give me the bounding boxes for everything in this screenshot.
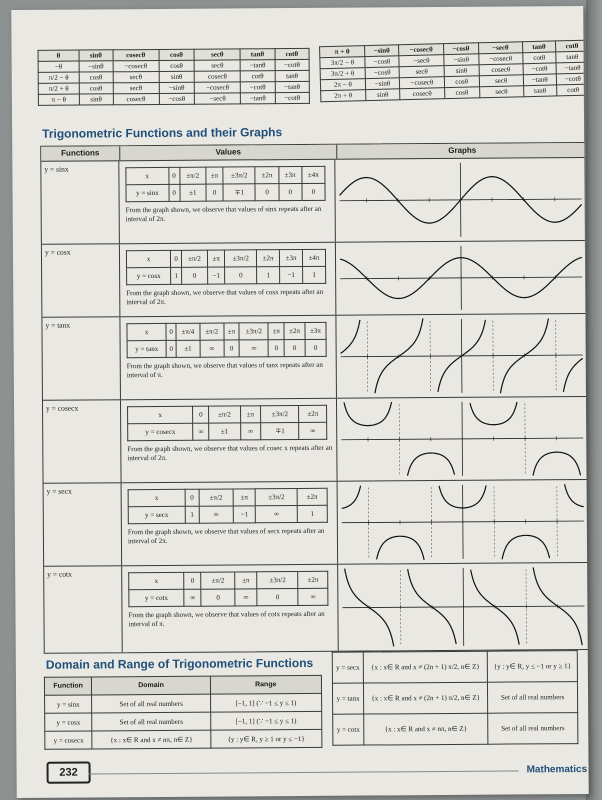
x-value-cell: ±3π — [280, 249, 303, 266]
y-row — [127, 339, 326, 357]
y-value-cell: ∞ — [184, 589, 201, 606]
x-row — [128, 405, 327, 423]
header-cell: Function — [44, 677, 92, 695]
x-value-cell: ±3π/2 — [225, 250, 257, 267]
table-cell: cosecθ — [479, 64, 523, 76]
table-cell: cotθ — [523, 52, 556, 64]
table-cell: secθ — [479, 86, 523, 98]
domain-range-table-left — [44, 675, 323, 750]
y-value-cell: 0 — [166, 340, 176, 357]
table-cell: −tanθ — [241, 93, 275, 104]
x-value-cell: ±2π — [297, 488, 327, 505]
table-cell: tanθ — [523, 85, 556, 97]
y-value-cell: ∞ — [256, 506, 298, 523]
values-table — [126, 322, 326, 358]
table-row — [45, 711, 322, 731]
page-number: 232 — [47, 761, 91, 783]
values-header: Values — [120, 145, 337, 161]
y-value-cell: 0 — [255, 184, 278, 201]
table-cell: {x : x∈ R and x ≠ (2n + 1) π/2, n∈ Z} — [363, 651, 487, 683]
y-value-cell: 0 — [268, 340, 284, 357]
table-cell: tanθ — [556, 51, 589, 63]
function-graph — [338, 563, 589, 651]
y-value-cell: ∞ — [240, 423, 261, 440]
table-cell: y = cotx — [333, 714, 364, 745]
x-value-cell: x — [128, 406, 193, 423]
function-label: y = tanx — [42, 317, 121, 400]
graph-row — [42, 241, 588, 318]
x-value-cell: ±π — [268, 323, 284, 340]
table-row — [45, 693, 322, 713]
x-value-cell: ±π/2 — [181, 250, 207, 267]
values-table — [128, 571, 328, 607]
y-value-cell: 0 — [201, 589, 235, 606]
x-value-cell: x — [128, 489, 185, 506]
y-value-cell: 1 — [303, 266, 326, 283]
y-value-cell: y = cosx — [127, 267, 171, 284]
table-cell: π/2 + θ — [38, 83, 79, 94]
y-value-cell: 0 — [225, 267, 257, 284]
values-table — [126, 249, 326, 285]
y-value-cell: 0 — [181, 267, 207, 284]
values-table — [127, 405, 327, 441]
x-value-cell: 0 — [184, 572, 201, 589]
table-cell: −tanθ — [275, 81, 310, 92]
table-cell: Set of all real numbers — [92, 694, 210, 713]
x-value-cell: 0 — [171, 250, 182, 267]
table-cell: Set of all real numbers — [488, 682, 578, 714]
y-row — [128, 505, 327, 523]
table-cell: secθ — [113, 82, 159, 93]
period-note: From the graph shown, we observe that values of tanx repeats after an interval of π. — [126, 360, 323, 379]
header-cell: −sinθ — [364, 45, 399, 57]
graph-row — [43, 397, 589, 484]
header-cell: cotθ — [275, 48, 310, 59]
function-graph — [336, 314, 587, 398]
x-value-cell: x — [126, 250, 170, 267]
function-label: y = cosx — [42, 244, 121, 317]
table-cell: {y : y∈ R, y ≥ 1 or y ≤ −1} — [210, 729, 321, 748]
x-value-cell: ±π — [206, 167, 223, 184]
table-cell: −cosecθ — [478, 53, 522, 65]
table-cell: [−1, 1] (∵ −1 ≤ y ≤ 1) — [210, 693, 321, 712]
graphs-section-title: Trigonometric Functions and their Graphs — [42, 125, 283, 141]
x-value-cell: ±2π — [298, 571, 328, 588]
x-value-cell: ±2π — [257, 250, 280, 267]
y-value-cell: 0 — [279, 183, 302, 200]
x-value-cell: 0 — [193, 406, 209, 423]
x-row — [127, 322, 326, 340]
table-cell: 2π − θ — [320, 79, 365, 91]
y-value-cell: y = cosecx — [128, 423, 193, 440]
table-cell: −cosθ — [365, 56, 400, 68]
table-cell: −cotθ — [523, 63, 556, 75]
y-value-cell: 1 — [257, 267, 280, 284]
header-cell: θ — [38, 50, 79, 61]
x-value-cell: ±π/4 — [176, 323, 200, 340]
y-value-cell: ∞ — [235, 589, 257, 606]
table-cell: secθ — [194, 60, 240, 71]
x-value-cell: ±2π — [255, 167, 278, 184]
x-value-cell: ±3π/2 — [223, 167, 255, 184]
x-value-cell: 0 — [169, 167, 180, 184]
table-cell: cosθ — [444, 76, 479, 88]
graphs-table — [40, 142, 589, 654]
x-value-cell: x — [129, 572, 184, 589]
table-cell: −cosecθ — [113, 60, 159, 71]
header-cell: sinθ — [79, 50, 113, 61]
function-label: y = secx — [44, 483, 123, 566]
table-cell: secθ — [479, 75, 523, 87]
y-value-cell: 0 — [257, 589, 298, 606]
y-value-cell: 0 — [302, 183, 325, 200]
textbook-page — [11, 6, 588, 798]
table-cell: sinθ — [444, 65, 479, 77]
y-value-cell: ∞ — [298, 588, 328, 605]
table-cell: −secθ — [195, 93, 241, 104]
header-cell: cosecθ — [113, 49, 159, 60]
y-value-cell: ±1 — [209, 423, 240, 440]
y-value-cell: −1 — [233, 506, 256, 523]
y-value-cell: 1 — [171, 267, 182, 284]
graph-cell — [335, 158, 588, 242]
function-graph — [337, 397, 588, 481]
x-value-cell: ±π/2 — [199, 489, 233, 506]
header-cell: −cosecθ — [399, 44, 444, 56]
table-cell: 3π/2 − θ — [320, 57, 365, 69]
values-table — [128, 488, 328, 524]
header-cell: −secθ — [478, 42, 522, 54]
y-value-cell: y = tanx — [127, 340, 166, 357]
table-cell: [−1, 1] (∵ −1 ≤ y ≤ 1) — [210, 711, 321, 730]
x-value-cell: ±2π — [284, 322, 305, 339]
values-cell — [120, 316, 337, 400]
graph-row — [42, 314, 588, 401]
header-cell: Range — [210, 675, 321, 694]
x-value-cell: ±3π/2 — [257, 572, 298, 589]
y-row — [127, 266, 326, 284]
y-value-cell: ∓1 — [261, 423, 299, 440]
x-value-cell: ±3π — [305, 322, 326, 339]
graph-row — [41, 158, 588, 245]
y-row — [129, 588, 328, 606]
y-value-cell: −1 — [280, 266, 303, 283]
table-cell: cosθ — [79, 72, 113, 83]
x-value-cell: ±π — [224, 323, 240, 340]
x-value-cell: 0 — [166, 323, 176, 340]
domain-range-table-right — [332, 650, 579, 746]
x-value-cell: x — [127, 323, 166, 340]
header-cell: π + θ — [320, 46, 365, 58]
function-graph — [335, 158, 586, 242]
y-value-cell: ∓1 — [223, 184, 255, 201]
header-cell: −cosθ — [443, 43, 478, 55]
table-cell: y = tanx — [332, 683, 363, 714]
y-row — [126, 183, 325, 201]
table-row — [38, 92, 309, 105]
header-cell: secθ — [194, 49, 240, 60]
period-note: From the graph shown, we observe that values of cosx repeats after an interval of 2π. — [126, 287, 324, 306]
y-row — [128, 422, 327, 440]
y-value-cell: 0 — [206, 184, 223, 201]
y-value-cell: y = secx — [128, 506, 185, 523]
x-value-cell: x — [126, 167, 169, 184]
table-cell: y = cosecx — [45, 731, 93, 749]
graph-cell — [336, 314, 588, 398]
table-cell: −secθ — [399, 55, 444, 67]
graph-row — [44, 480, 589, 567]
graph-cell — [336, 241, 588, 315]
table-cell: tanθ — [275, 70, 310, 81]
table-cell: 2π + θ — [321, 90, 366, 102]
y-value-cell: y = sinx — [126, 184, 169, 201]
table-header-row — [44, 675, 321, 695]
x-row — [129, 571, 328, 589]
x-row — [126, 166, 325, 184]
table-row — [332, 651, 577, 684]
values-cell — [121, 399, 338, 483]
subject-label: Mathematics — [526, 764, 588, 776]
x-row — [126, 249, 325, 267]
table-cell: cotθ — [240, 71, 274, 82]
table-cell: π/2 − θ — [38, 72, 79, 83]
y-value-cell: ±1 — [176, 340, 200, 357]
y-value-cell: ±1 — [180, 184, 207, 201]
table-cell: Set of all real numbers — [92, 712, 210, 731]
header-cell: Domain — [92, 676, 210, 695]
x-value-cell: ±2π — [299, 405, 327, 422]
table-cell: −θ — [38, 61, 79, 72]
table-row — [332, 682, 577, 715]
values-cell — [122, 482, 339, 566]
x-value-cell: 0 — [185, 489, 199, 506]
period-note: From the graph shown, we observe that values of cotx repeats after an interval of π. — [128, 609, 325, 628]
table-cell: cosθ — [79, 83, 113, 94]
x-value-cell: ±π/2 — [209, 406, 240, 423]
table-cell: 3π/2 + θ — [320, 68, 365, 80]
function-label: y = cotx — [44, 566, 123, 653]
x-row — [128, 488, 327, 506]
table-cell: {x : x∈ R and x ≠ nπ, n∈ Z} — [92, 730, 210, 749]
x-value-cell: ±4π — [302, 249, 325, 266]
function-graph — [338, 480, 589, 564]
y-value-cell: 0 — [169, 184, 180, 201]
table-cell: −sinθ — [159, 82, 195, 93]
period-note: From the graph shown, we observe that values of secx repeats after an interval of 2π. — [127, 526, 325, 545]
table-cell: cosecθ — [400, 88, 445, 100]
y-value-cell: ∞ — [239, 340, 268, 357]
identity-table-right — [319, 40, 589, 103]
table-cell: −tanθ — [240, 60, 274, 71]
identity-table-left — [38, 48, 310, 106]
x-value-cell: ±π/2 — [200, 323, 224, 340]
domain-section-title: Domain and Range of Trigonometric Functions — [45, 655, 314, 672]
table-cell: y = cosx — [45, 713, 93, 731]
x-value-cell: ±π — [207, 250, 224, 267]
table-cell: π − θ — [38, 94, 79, 105]
footer-rule — [89, 770, 519, 774]
graph-cell — [338, 563, 589, 651]
function-label: y = cosecx — [43, 400, 122, 483]
header-cell: tanθ — [240, 49, 274, 60]
header-cell: tanθ — [522, 41, 555, 53]
table-cell: cotθ — [556, 84, 588, 96]
table-cell: y = secx — [332, 652, 363, 683]
table-cell: cosecθ — [194, 71, 240, 82]
y-value-cell: ∞ — [299, 422, 327, 439]
y-value-cell: y = cotx — [129, 589, 184, 606]
table-cell: {x : x∈ R and x ≠ nπ, n∈ Z} — [364, 713, 488, 745]
graph-cell — [337, 397, 589, 481]
x-value-cell: ±3π/2 — [256, 489, 298, 506]
table-cell: sinθ — [159, 71, 195, 82]
header-cell: cotθ — [555, 40, 588, 52]
values-cell — [122, 565, 339, 653]
y-value-cell: −1 — [208, 267, 225, 284]
period-note: From the graph shown, we observe that values of cosec x repeats after an interval of 2π. — [127, 443, 333, 462]
table-cell: cosθ — [159, 60, 195, 71]
x-value-cell: ±π/2 — [179, 167, 206, 184]
y-value-cell: 1 — [297, 505, 327, 522]
x-value-cell: ±π — [233, 489, 256, 506]
table-cell: −cotθ — [556, 73, 589, 85]
table-cell: secθ — [399, 66, 444, 78]
y-value-cell: ∞ — [193, 423, 209, 440]
table-cell: −sinθ — [365, 78, 400, 90]
x-value-cell: ±π — [240, 406, 261, 423]
table-row — [45, 729, 322, 749]
table-cell: −tanθ — [523, 74, 556, 86]
table-cell: −cotθ — [275, 59, 310, 70]
period-note: From the graph shown, we observe that values of sinx repeats after an interval of 2π. — [125, 204, 322, 223]
graph-cell — [338, 480, 589, 564]
table-cell: secθ — [113, 71, 159, 82]
x-value-cell: ±π/2 — [201, 572, 235, 589]
y-value-cell: 0 — [305, 339, 326, 356]
x-value-cell: ±4π — [302, 166, 325, 183]
values-cell — [119, 160, 336, 244]
y-value-cell: 0 — [224, 340, 240, 357]
table-cell: Set of all real numbers — [488, 713, 578, 745]
page-edge — [586, 0, 602, 800]
table-cell: y = sinx — [45, 695, 93, 713]
x-value-cell: ±3π/2 — [261, 406, 299, 423]
table-cell: {x : x∈ R and x ≠ (2n + 1) π/2, n∈ Z} — [363, 682, 487, 714]
table-cell: −cotθ — [275, 92, 310, 103]
table-cell: −cotθ — [240, 82, 274, 93]
graph-row — [44, 563, 589, 653]
x-value-cell: ±3π/2 — [239, 323, 268, 340]
y-value-cell: ∞ — [199, 506, 233, 523]
table-cell: −cosθ — [159, 93, 195, 104]
values-cell — [120, 243, 336, 317]
functions-header: Functions — [41, 146, 120, 161]
table-cell: cosecθ — [113, 93, 159, 104]
function-graph — [336, 241, 586, 315]
table-cell: −sinθ — [444, 54, 479, 66]
table-cell: −tanθ — [556, 62, 589, 74]
table-cell: −cosecθ — [399, 77, 444, 89]
table-cell: sinθ — [79, 94, 113, 105]
x-value-cell: ±π — [235, 572, 257, 589]
table-row — [333, 713, 578, 746]
y-value-cell: ∞ — [200, 340, 224, 357]
y-value-cell: 1 — [185, 506, 199, 523]
table-cell: {y : y∈ R, y ≤ −1 or y ≥ 1} — [487, 651, 577, 683]
table-cell: −cosθ — [365, 67, 400, 79]
x-value-cell: ±3π — [278, 166, 301, 183]
header-cell: cosθ — [159, 49, 195, 60]
values-table — [125, 166, 325, 202]
function-label: y = sinx — [41, 161, 120, 244]
table-cell: sinθ — [365, 89, 400, 101]
table-cell: −sinθ — [79, 61, 113, 72]
table-cell: cosθ — [444, 87, 479, 99]
y-value-cell: 0 — [284, 339, 305, 356]
table-cell: −cosecθ — [194, 82, 240, 93]
graphs-header: Graphs — [448, 145, 477, 155]
